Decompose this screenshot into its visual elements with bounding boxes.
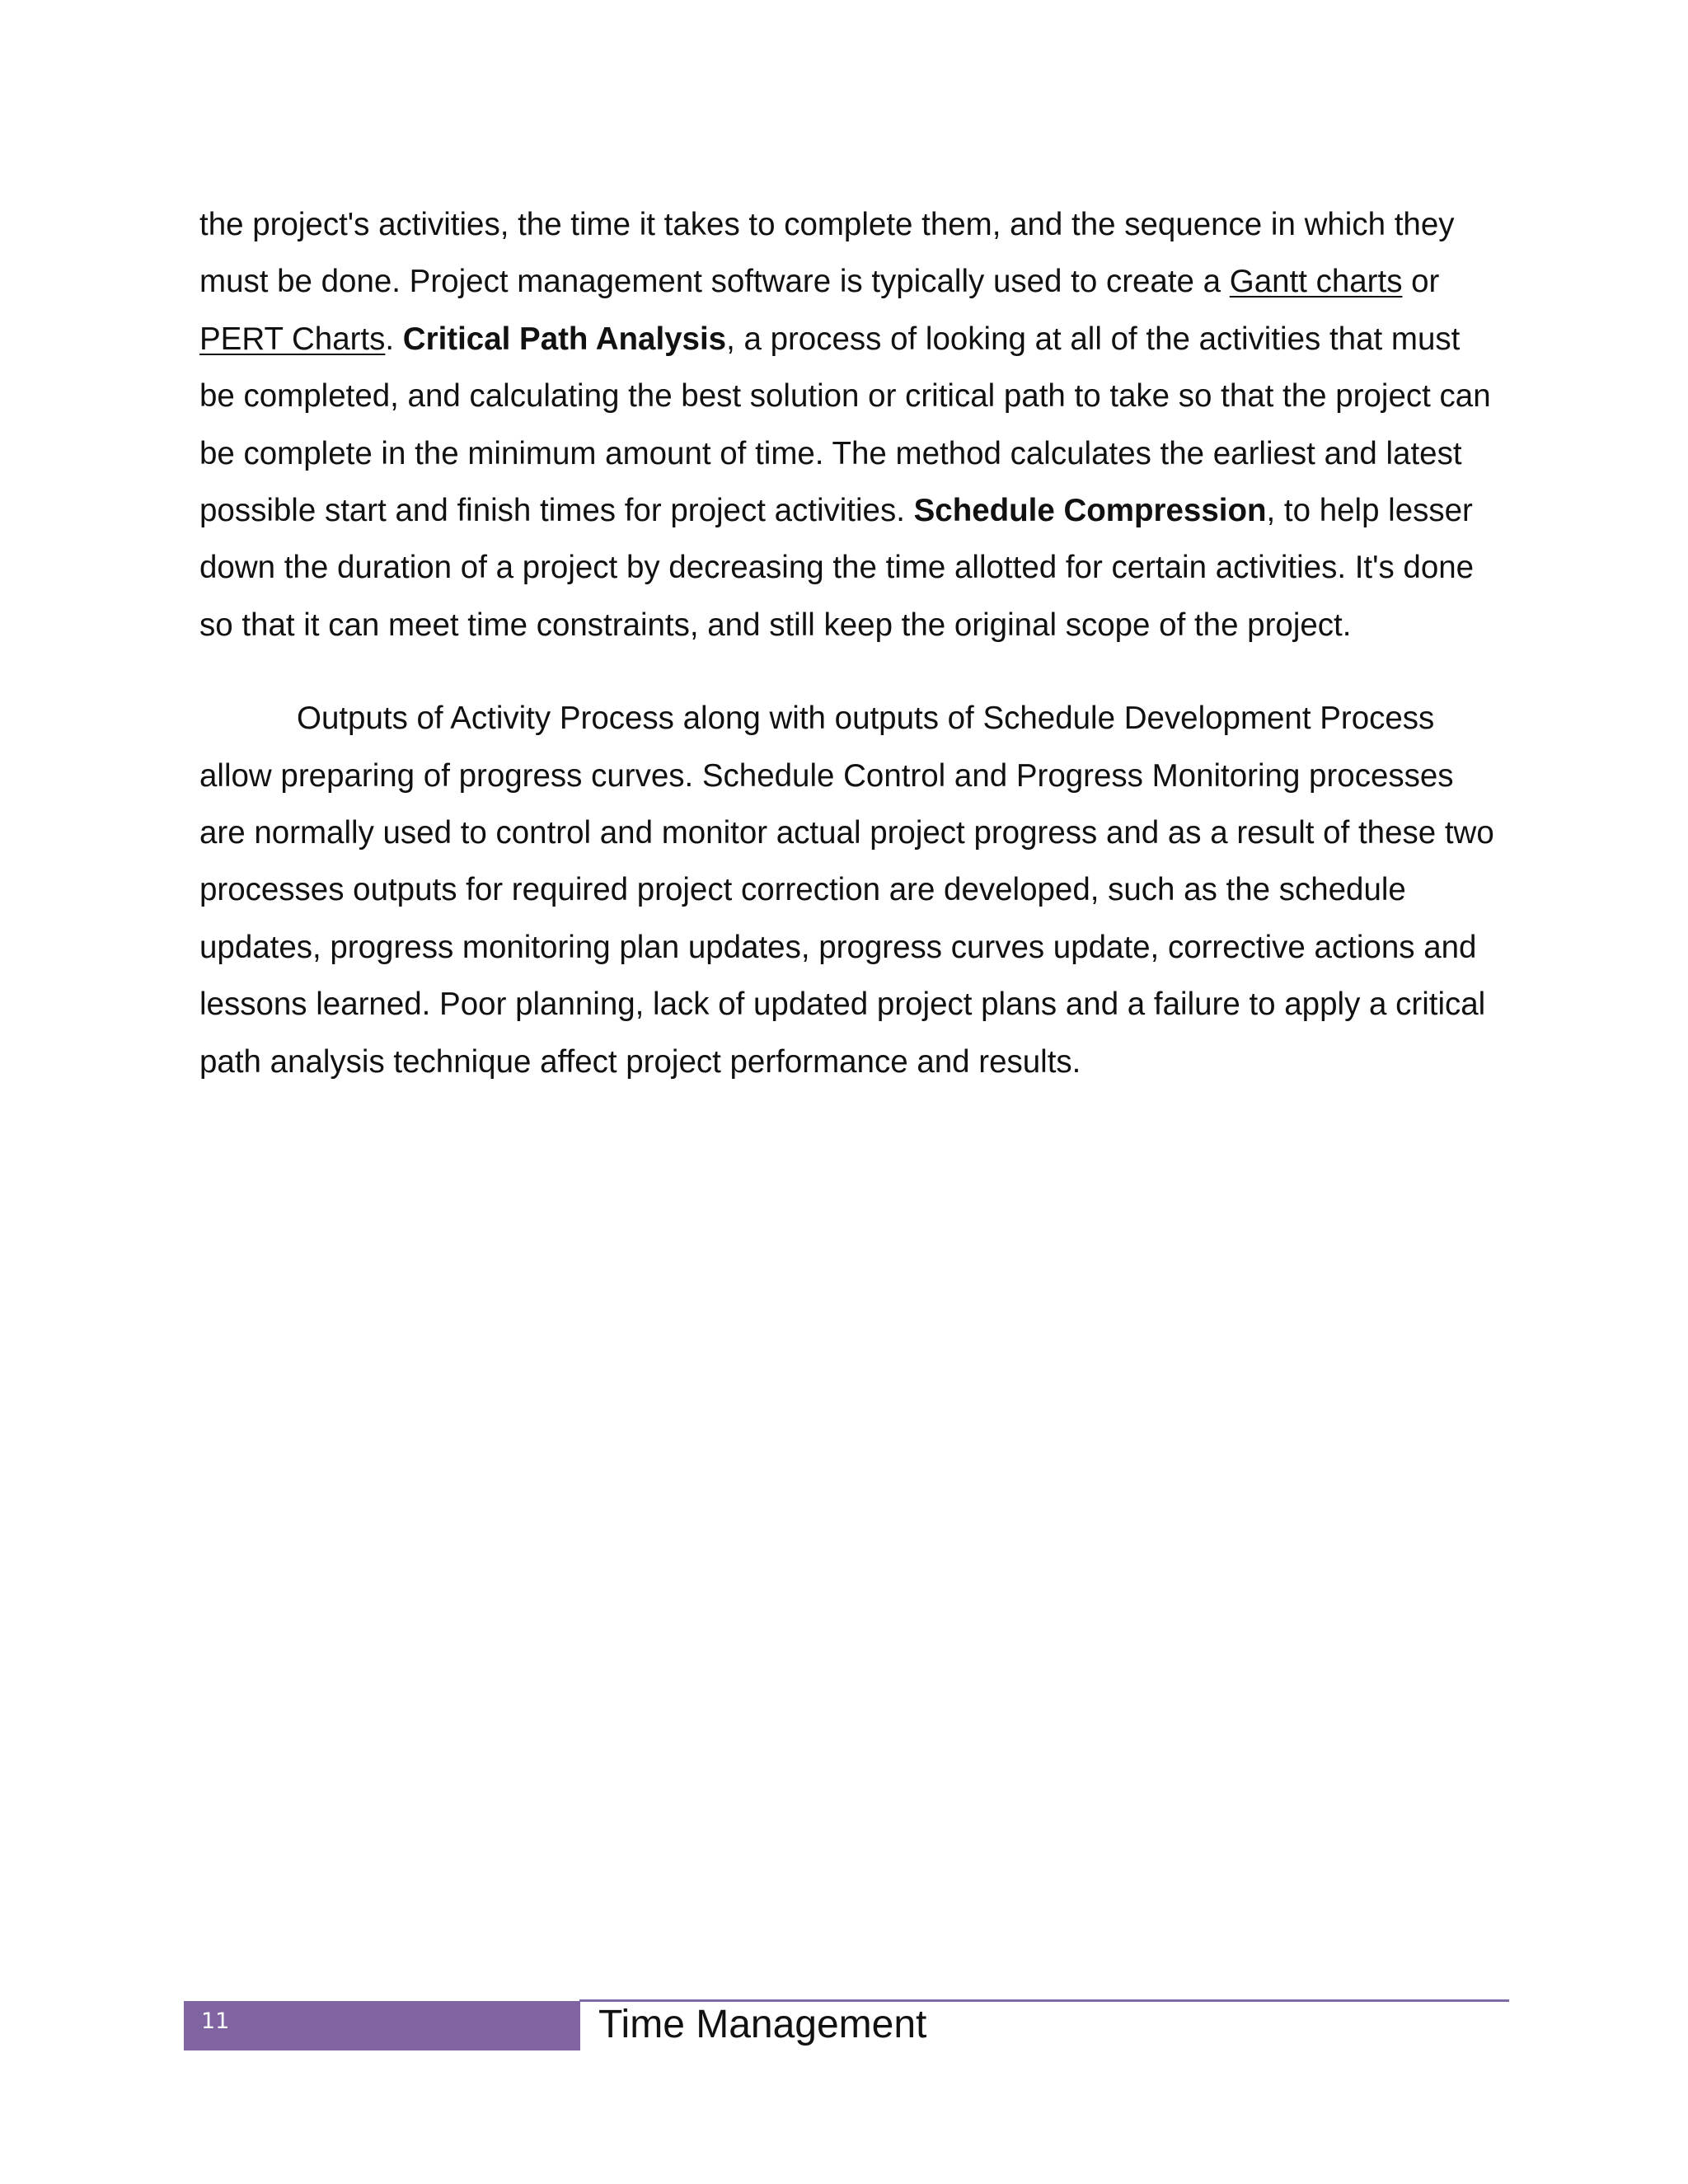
footer-title: Time Management [598,2003,927,2046]
page-number: 11 [201,2008,230,2034]
paragraph-1-text-4: , a process of looking at all of the activities that must be completed, and calculating the best solution or critical path to take so that the project can be complete in the minimum amount of time. The method calculates the earliest and latest possible start and finish times for project activities. [199,321,1491,529]
gantt-charts-link[interactable]: Gantt charts [1229,264,1403,300]
schedule-compression-term: Schedule Compression [913,493,1267,529]
paragraph-1-text-5: , to help lesser down the duration of a project by decreasing the time allotted for certain activities. It's done so that it can meet time constraints, and still keep the original scope of the project. [199,493,1475,643]
footer-accent-bar [184,2001,580,2050]
critical-path-analysis-term: Critical Path Analysis [402,321,727,357]
page-content [199,196,1502,1090]
paragraph-2 [199,690,1502,1090]
paragraph-1 [199,196,1502,654]
paragraph-2-text: Outputs of Activity Process along with outputs of Schedule Development Process allow preparing of progress curves. Schedule Control and Progress Monitoring processes are normally used to control and monitor actual project progress and as a result of these two processes outputs for required project correction are developed, such as the schedule updates, progress monitoring plan updates, progress curves update, corrective actions and lessons learned. Poor planning, lack of updated project plans and a failure to apply a critical path analysis technique affect project performance and results. [199,701,1494,1080]
paragraph-1-text-1: the project's activities, the time it takes to complete them, and the sequence in which they must be done. Project management software is typically used to create a [199,207,1455,300]
pert-charts-link[interactable]: PERT Charts [199,321,386,357]
paragraph-1-text-2: or [1402,264,1440,300]
paragraph-1-text-3: . [385,321,403,357]
